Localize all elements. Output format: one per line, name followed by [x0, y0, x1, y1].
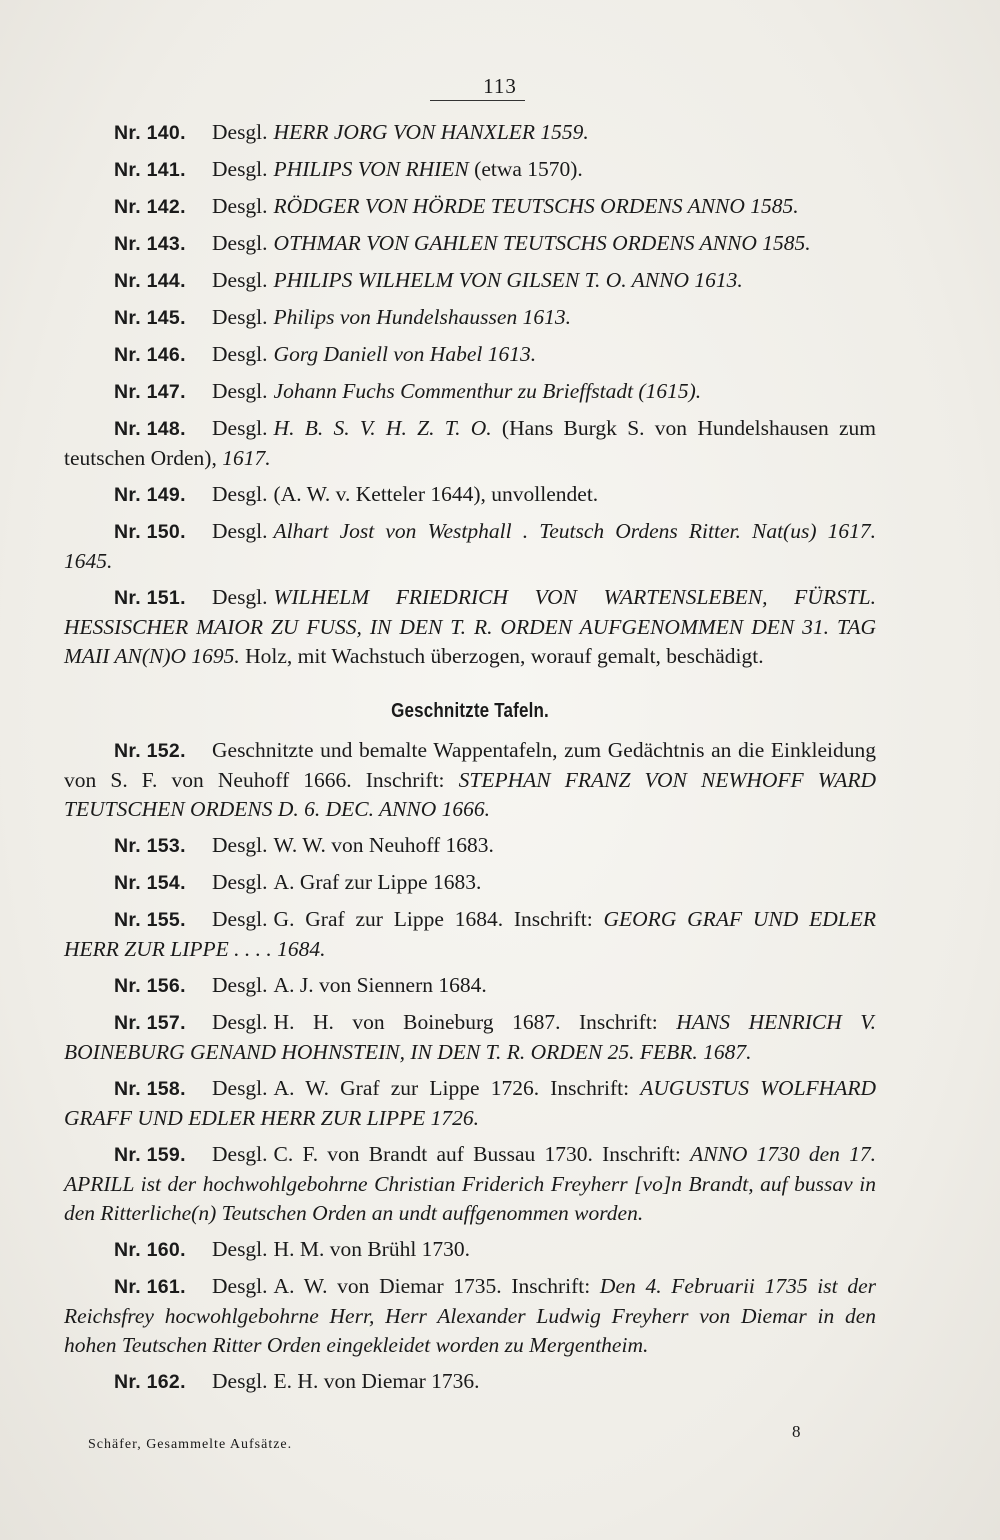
entry-text: (Hans Burgk S. von Hundelshausen zum teutschen Orden), [64, 416, 876, 470]
catalog-entry [64, 266, 876, 296]
entry-number: Nr. 151. [114, 587, 186, 609]
entry-number: Nr. 147. [114, 381, 186, 403]
catalog-entry [64, 1074, 876, 1133]
entry-inscription: 1617. [222, 446, 271, 470]
entry-desgl: Desgl. [212, 1076, 268, 1100]
entry-text: H. M. von Brühl 1730. [273, 1237, 471, 1261]
entry-number: Nr. 153. [114, 835, 186, 857]
entry-desgl: Desgl. [212, 519, 268, 543]
entry-number: Nr. 161. [114, 1276, 186, 1298]
catalog-entry [64, 736, 876, 824]
entry-inscription: ANNO 1730 den 17. APRILL ist der hochwohlgebohrne Christian Friderich Freyherr [vo]n Brandt, auf bussav in den Ritterliche(n) Teutschen Orden an undt auffgenommen worden. [64, 1142, 876, 1225]
entry-desgl: Desgl. [212, 268, 268, 292]
entry-desgl: Desgl. [212, 1142, 268, 1166]
entry-number: Nr. 162. [114, 1371, 186, 1393]
entry-number: Nr. 158. [114, 1078, 186, 1100]
entry-number: Nr. 141. [114, 159, 186, 181]
entry-desgl: Desgl. [212, 482, 268, 506]
entry-desgl: Desgl. [212, 157, 268, 181]
catalog-entry [64, 1367, 876, 1397]
entry-desgl: Desgl. [212, 907, 268, 931]
entry-desgl: Desgl. [212, 1369, 268, 1393]
entry-desgl: Desgl. [212, 833, 268, 857]
entry-desgl: Desgl. [212, 416, 268, 440]
entry-number: Nr. 160. [114, 1239, 186, 1261]
footer-book-title: Schäfer, Gesammelte Aufsätze. [88, 1437, 293, 1452]
catalog-entry [64, 517, 876, 576]
catalog-entry [64, 1272, 876, 1360]
entry-number: Nr. 143. [114, 233, 186, 255]
entry-number: Nr. 148. [114, 418, 186, 440]
entry-desgl: Desgl. [212, 870, 268, 894]
catalog-entry [64, 1140, 876, 1228]
entry-number: Nr. 154. [114, 872, 186, 894]
page-number-rule [430, 100, 525, 101]
entry-text: (etwa 1570). [468, 157, 583, 181]
catalog-entry [64, 303, 876, 333]
entry-desgl: Desgl. [212, 973, 268, 997]
entry-inscription: H. B. S. V. H. Z. T. O. [273, 416, 492, 440]
entry-inscription: Gorg Daniell von Habel 1613. [273, 342, 537, 366]
entry-number: Nr. 156. [114, 975, 186, 997]
entry-desgl: Desgl. [212, 305, 268, 329]
entry-inscription: PHILIPS WILHELM VON GILSEN T. O. ANNO 1613. [273, 268, 743, 292]
catalog-entry [64, 905, 876, 964]
entry-inscription: HERR JORG VON HANXLER 1559. [273, 120, 589, 144]
entry-desgl: Desgl. [212, 231, 268, 255]
entry-text: Geschnitzte und bemalte Wappentafeln, zum Gedächtnis an die Einkleidung von S. F. von Neuhoff 1666. Inschrift: [64, 738, 876, 792]
entry-desgl: Desgl. [212, 342, 268, 366]
catalog-entry [64, 340, 876, 370]
entry-text: C. F. von Brandt auf Bussau 1730. Inschrift: [273, 1142, 691, 1166]
entries-bottom [64, 736, 876, 1397]
entry-inscription: PHILIPS VON RHIEN [273, 157, 469, 181]
entry-text: W. W. von Neuhoff 1683. [273, 833, 494, 857]
catalog-entry [64, 414, 876, 473]
entry-number: Nr. 155. [114, 909, 186, 931]
entry-text: H. H. von Boineburg 1687. Inschrift: [273, 1010, 677, 1034]
catalog-entry [64, 831, 876, 861]
entry-desgl: Desgl. [212, 1237, 268, 1261]
entry-number: Nr. 159. [114, 1144, 186, 1166]
entry-inscription: Alhart Jost von Westphall . Teutsch Ordens Ritter. Nat(us) 1617. 1645. [64, 519, 876, 573]
entry-inscription: STEPHAN FRANZ VON NEWHOFF WARD TEUTSCHEN ORDENS D. 6. DEC. ANNO 1666. [64, 768, 876, 821]
entry-desgl: Desgl. [212, 194, 268, 218]
entry-desgl: Desgl. [212, 120, 268, 144]
catalog-entry [64, 480, 876, 510]
catalog-entry [64, 229, 876, 259]
entry-text: A. J. von Siennern 1684. [273, 973, 487, 997]
entry-number: Nr. 149. [114, 484, 186, 506]
entry-inscription: GEORG GRAF UND EDLER HERR ZUR LIPPE . . . . 1684. [64, 907, 876, 961]
entry-number: Nr. 145. [114, 307, 186, 329]
catalog-entry [64, 192, 876, 222]
entries-top [64, 118, 876, 671]
entry-text: E. H. von Diemar 1736. [273, 1369, 480, 1393]
entry-number: Nr. 146. [114, 344, 186, 366]
catalog-entry [64, 868, 876, 898]
entry-desgl: Desgl. [212, 1274, 268, 1298]
entry-desgl: Desgl. [212, 379, 268, 403]
entry-desgl: Desgl. [212, 585, 268, 609]
entry-desgl: Desgl. [212, 1010, 268, 1034]
entry-number: Nr. 150. [114, 521, 186, 543]
catalog-entry [64, 118, 876, 148]
catalog-entry [64, 971, 876, 1001]
entry-number: Nr. 142. [114, 196, 186, 218]
entry-text: A. W. von Diemar 1735. Inschrift: [273, 1274, 600, 1298]
entry-inscription: HANS HENRICH V. BOINEBURG GENAND HOHNSTEIN, IN DEN T. R. ORDEN 25. FEBR. 1687. [64, 1010, 876, 1064]
entry-inscription: RÖDGER VON HÖRDE TEUTSCHS ORDENS ANNO 1585. [273, 194, 799, 218]
entry-number: Nr. 140. [114, 122, 186, 144]
entry-inscription: Johann Fuchs Commenthur zu Brieffstadt (1615). [273, 379, 702, 403]
page-number: 113 [483, 74, 517, 98]
entry-number: Nr. 157. [114, 1012, 186, 1034]
section-heading: Geschnitzte Tafeln. [391, 700, 549, 722]
catalog-entry [64, 1008, 876, 1067]
entry-text: G. Graf zur Lippe 1684. Inschrift: [273, 907, 604, 931]
entry-text: (A. W. v. Ketteler 1644), unvollendet. [273, 482, 599, 506]
catalog-entry [64, 155, 876, 185]
entry-inscription: Philips von Hundelshaussen 1613. [273, 305, 571, 329]
catalog-entry [64, 377, 876, 407]
footer-signature-mark: 8 [792, 1422, 801, 1441]
entry-inscription: WILHELM FRIEDRICH VON WARTENSLEBEN, FÜRSTL. HESSISCHER MAIOR ZU FUSS, IN DEN T. R. ORDEN AUFGENOMMEN DEN 31. TAG MAII AN(N)O 1695. [64, 585, 876, 668]
catalog-entry [64, 1235, 876, 1265]
entry-number: Nr. 152. [114, 740, 186, 762]
catalog-entry [64, 583, 876, 671]
text-column [64, 118, 876, 1404]
entry-text: Holz, mit Wachstuch überzogen, worauf gemalt, beschädigt. [239, 644, 764, 668]
entry-text: A. Graf zur Lippe 1683. [273, 870, 482, 894]
entry-inscription: Den 4. Februarii 1735 ist der Reichsfrey hocwohlgebohrne Herr, Herr Alexander Ludwig Freyherr von Diemar in den hohen Teutschen Ritter Orden eingekleidet worden zu Mergentheim. [64, 1274, 876, 1357]
entry-inscription: AUGUSTUS WOLFHARD GRAFF UND EDLER HERR ZUR LIPPE 1726. [64, 1076, 876, 1130]
entry-inscription: OTHMAR VON GAHLEN TEUTSCHS ORDENS ANNO 1585. [273, 231, 811, 255]
entry-text: A. W. Graf zur Lippe 1726. Inschrift: [273, 1076, 641, 1100]
entry-number: Nr. 144. [114, 270, 186, 292]
